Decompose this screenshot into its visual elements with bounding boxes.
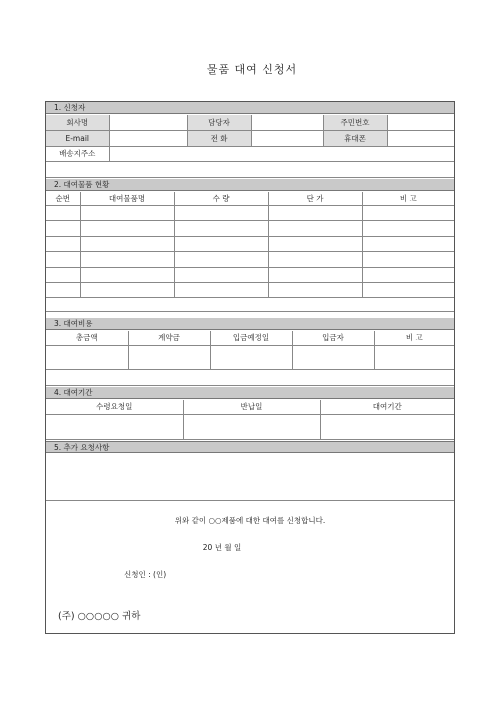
period-col-return-date: 반납일: [183, 400, 320, 414]
table-row: [46, 236, 454, 251]
manager-label: 담당자: [187, 115, 251, 130]
manager-field[interactable]: [251, 115, 323, 130]
resident-number-label: 주민번호: [323, 115, 387, 130]
rental-application-form: [45, 101, 455, 634]
table-row: [46, 414, 454, 439]
section-applicant-header: 1. 신청자: [46, 102, 454, 114]
items-col-quantity: 수 량: [174, 192, 268, 205]
cost-col-payer: 입금자: [292, 331, 374, 345]
cost-col-payment-date: 입금예정일: [210, 331, 292, 345]
items-col-number: 순번: [46, 192, 80, 205]
section-period-header: 4. 대여기간: [46, 387, 454, 399]
items-col-remarks: 비 고: [362, 192, 454, 205]
period-col-duration: 대여기간: [320, 400, 454, 414]
mobile-label: 휴대폰: [323, 130, 387, 146]
table-row: [46, 345, 454, 369]
table-row: [46, 251, 454, 267]
cost-col-remarks: 비 고: [374, 331, 454, 345]
table-row: [46, 220, 454, 236]
resident-number-field[interactable]: [387, 115, 454, 130]
period-table: [46, 400, 454, 440]
section-requests-header: 5. 추가 요청사항: [46, 441, 454, 453]
table-row: [46, 205, 454, 220]
additional-requests-field[interactable]: [46, 454, 454, 501]
page-title: 물품 대여 신청서: [206, 63, 298, 76]
table-row: [46, 267, 454, 282]
application-date: 20 년 월 일: [202, 543, 242, 552]
company-label: 회사명: [46, 115, 109, 130]
items-col-name: 대여물품명: [80, 192, 174, 205]
phone-label: 전 화: [187, 130, 251, 146]
phone-field[interactable]: [251, 130, 323, 146]
items-table: [46, 192, 454, 298]
address-field[interactable]: [109, 146, 454, 161]
items-col-unit-price: 단 가: [268, 192, 362, 205]
recipient: (주) ○○○○○ 귀하: [58, 611, 141, 622]
application-statement: 위와 같이 ○○제품에 대한 대여를 신청합니다.: [174, 516, 326, 525]
spacer-row: [46, 370, 454, 386]
cost-table: [46, 331, 454, 370]
applicant-table: [46, 115, 454, 162]
company-field[interactable]: [109, 115, 187, 130]
address-label: 배송지주소: [46, 146, 109, 161]
email-field[interactable]: [109, 130, 187, 146]
cost-col-total: 총금액: [46, 331, 128, 345]
section-items-header: 2. 대여물품 현황: [46, 179, 454, 191]
spacer-row: [46, 162, 454, 178]
spacer-row: [46, 297, 454, 312]
email-label: E-mail: [46, 130, 109, 146]
applicant-signature: 신청인 : (인): [124, 570, 167, 579]
cost-col-deposit: 계약금: [128, 331, 210, 345]
period-col-receive-date: 수령요청일: [46, 400, 183, 414]
mobile-field[interactable]: [387, 130, 454, 146]
section-cost-header: 3. 대여비용: [46, 318, 454, 330]
table-row: [46, 282, 454, 297]
